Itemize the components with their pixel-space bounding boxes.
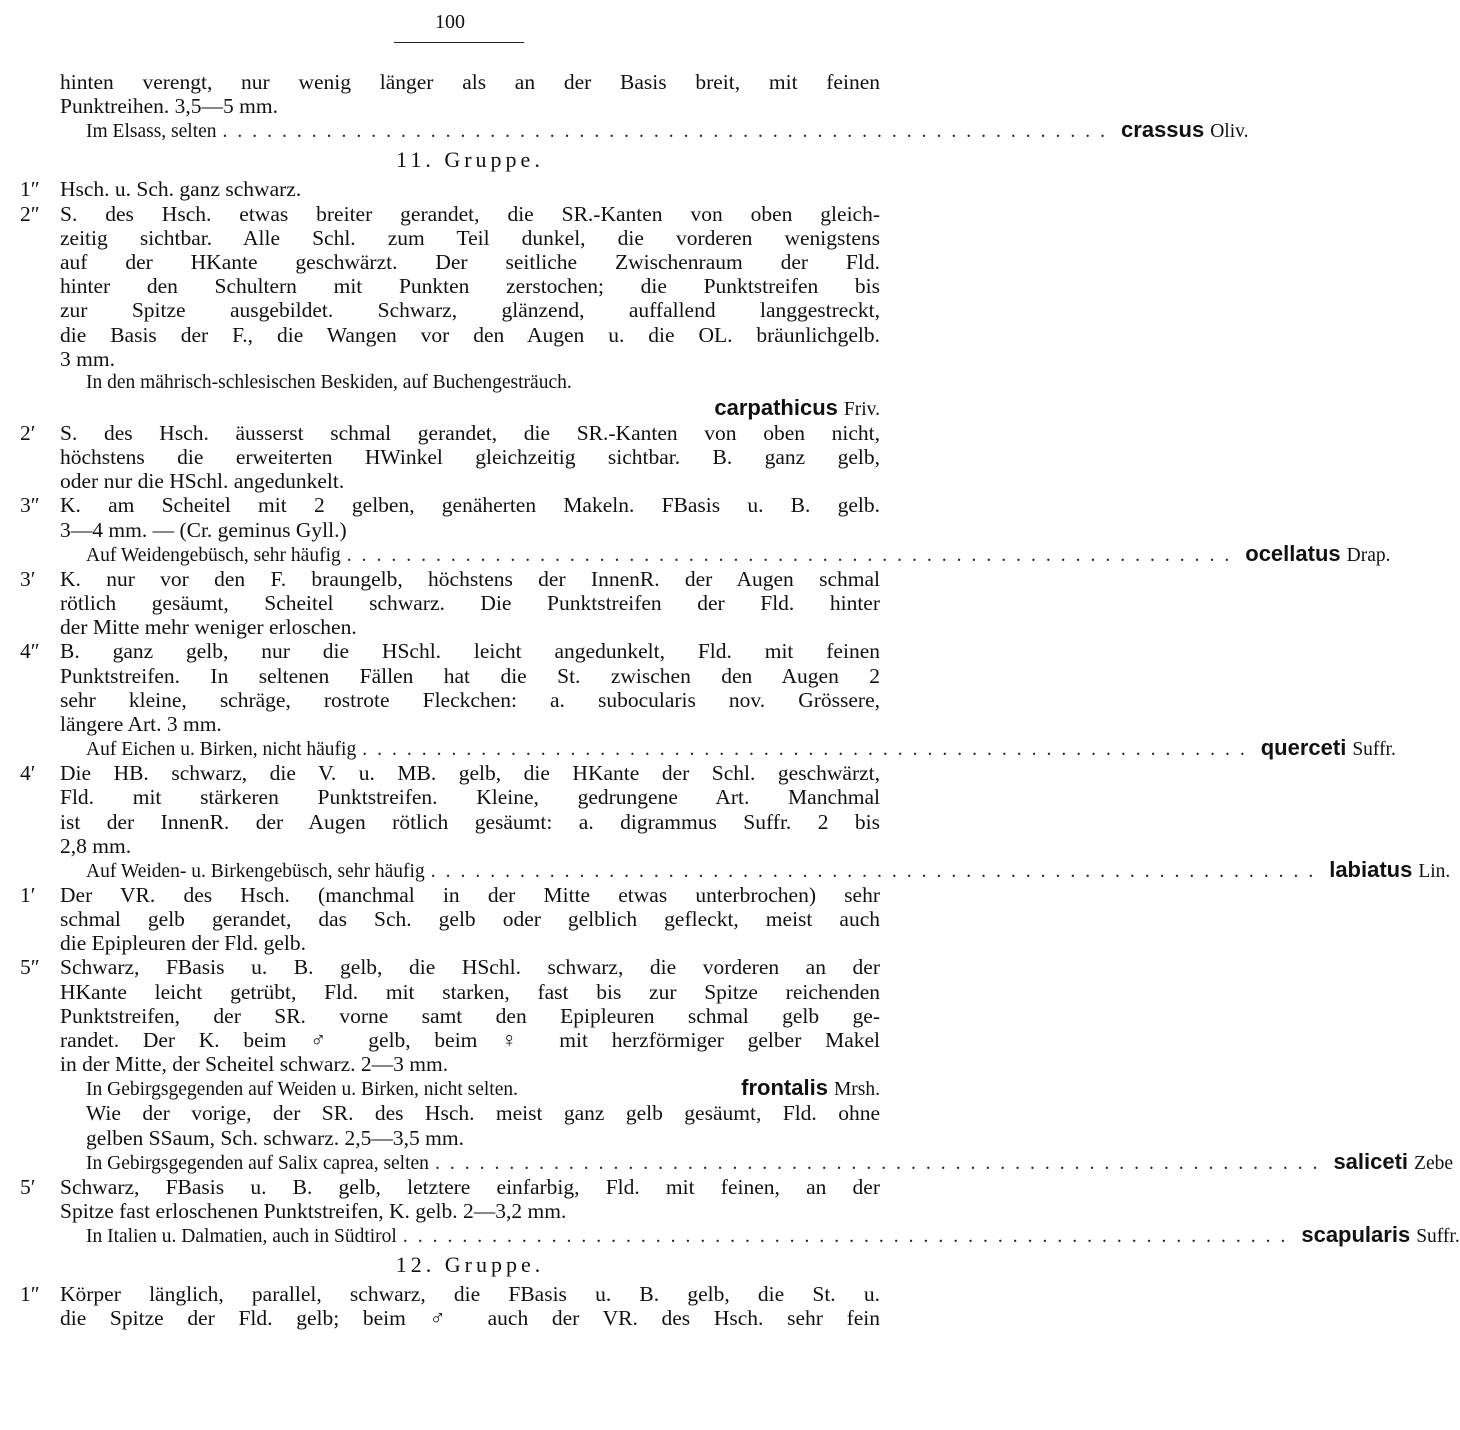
habitat-text: Im Elsass, selten xyxy=(86,121,217,143)
couplet-number: 3′ xyxy=(20,566,36,591)
key-line-text: Punktstreifen, der SR. vorne samt den Epipleuren schmal gelb ge- xyxy=(60,1003,880,1028)
key-line xyxy=(60,1052,880,1076)
key-line xyxy=(20,420,880,445)
couplet-number: 2′ xyxy=(20,420,36,445)
key-line-text: S. des Hsch. äusserst schmal gerandet, die SR.-Kanten von oben nicht, xyxy=(60,420,880,445)
species-author: Suffr. xyxy=(1352,739,1396,761)
key-line xyxy=(60,70,880,94)
key-line-text: B. ganz gelb, nur die HSchl. leicht angedunkelt, Fld. mit feinen xyxy=(60,639,880,664)
key-line-text: höchstens die erweiterten HWinkel gleichzeitig sichtbar. B. ganz gelb, xyxy=(60,445,880,470)
key-line-text: sehr kleine, schräge, rostrote Fleckchen: a. subocularis nov. Grössere, xyxy=(60,687,880,712)
key-line xyxy=(60,712,880,736)
species-name: saliceti xyxy=(1333,1148,1409,1174)
species-author: Suffr. xyxy=(1416,1226,1460,1248)
species-name: carpathicus xyxy=(714,394,838,420)
key-line-text: S. des Hsch. etwas breiter gerandet, die SR.-Kanten von oben gleich- xyxy=(60,201,880,226)
key-line xyxy=(60,907,880,931)
habitat-text: In den mährisch-schlesischen Beskiden, auf Buchengesträuch. xyxy=(86,371,572,393)
key-line xyxy=(60,445,880,469)
key-line-text: Punktreihen. 3,5—5 mm. xyxy=(60,94,278,119)
leader-dots: ............................................................ xyxy=(362,739,1255,761)
habitat-text: Auf Weidengebüsch, sehr häufig xyxy=(86,544,341,566)
key-line-text: zeitig sichtbar. Alle Schl. zum Teil dunkel, die vorderen wenigstens xyxy=(60,225,880,250)
key-line xyxy=(60,250,880,274)
couplet-number: 5′ xyxy=(20,1174,36,1199)
couplet-number: 1′ xyxy=(20,882,36,907)
page-number-rule xyxy=(394,42,524,43)
key-line xyxy=(60,1199,880,1223)
key-line-text: die Basis der F., die Wangen vor den Augen u. die OL. bräunlichgelb. xyxy=(60,322,880,347)
couplet-number: 1″ xyxy=(20,1282,40,1307)
key-line xyxy=(60,664,880,688)
couplet-number: 2″ xyxy=(20,201,40,226)
habitat-text: Auf Weiden- u. Birkengebüsch, sehr häufig xyxy=(86,860,425,882)
species-name: crassus xyxy=(1121,117,1205,143)
habitat-line xyxy=(60,1076,880,1101)
key-line xyxy=(20,1174,880,1199)
key-line xyxy=(60,980,880,1004)
couplet-number: 1″ xyxy=(20,177,40,202)
key-line-text: Körper länglich, parallel, schwarz, die FBasis u. B. gelb, die St. u. xyxy=(60,1282,880,1307)
key-text xyxy=(20,70,1460,1331)
key-line-text: HKante leicht getrübt, Fld. mit starken, fast bis zur Spitze reichenden xyxy=(60,979,880,1004)
key-line-text: oder nur die HSchl. angedunkelt. xyxy=(60,469,345,494)
species-author: Lin. xyxy=(1418,860,1451,882)
key-line-text: die Spitze der Fld. gelb; beim ♂ auch der VR. des Hsch. sehr fein xyxy=(60,1306,880,1331)
key-line xyxy=(60,1101,880,1125)
species-author: Friv. xyxy=(843,398,880,420)
key-line xyxy=(60,1028,880,1052)
key-line xyxy=(60,274,880,298)
key-line xyxy=(60,518,880,542)
key-line xyxy=(60,591,880,615)
key-line-text: Spitze fast erloschenen Punktstreifen, K. gelb. 2—3,2 mm. xyxy=(60,1198,567,1223)
key-line xyxy=(60,688,880,712)
species-name: ocellatus xyxy=(1245,540,1341,566)
key-line-text: schmal gelb gerandet, das Sch. gelb oder gelblich gefleckt, meist auch xyxy=(60,907,880,932)
key-line-text: Fld. mit stärkeren Punktstreifen. Kleine, gedrungene Art. Manchmal xyxy=(60,785,880,810)
key-line-text: zur Spitze ausgebildet. Schwarz, glänzend, auffallend langgestreckt, xyxy=(60,298,880,323)
key-line-text: Punktstreifen. In seltenen Fällen hat die St. zwischen den Augen 2 xyxy=(60,663,880,688)
key-line xyxy=(60,469,880,493)
couplet-number: 4′ xyxy=(20,761,36,786)
habitat-text: Auf Eichen u. Birken, nicht häufig xyxy=(86,739,357,761)
page-number: 100 xyxy=(435,11,465,33)
key-line xyxy=(60,615,880,639)
species-name: frontalis xyxy=(741,1075,828,1101)
couplet-number: 3″ xyxy=(20,493,40,518)
key-line-text: auf der HKante geschwärzt. Der seitliche Zwischenraum der Fld. xyxy=(60,249,880,274)
key-line xyxy=(60,834,880,858)
key-line-text: 2,8 mm. xyxy=(60,833,132,858)
key-line xyxy=(20,177,880,202)
species-line xyxy=(60,396,880,421)
habitat-text: In Gebirgsgegenden auf Salix caprea, selten xyxy=(86,1152,429,1174)
couplet-number: 5″ xyxy=(20,955,40,980)
leader-dots: ............................................................ xyxy=(346,544,1240,566)
species-name: querceti xyxy=(1260,735,1347,761)
key-line-text: in der Mitte, der Scheitel schwarz. 2—3 mm. xyxy=(60,1052,449,1077)
group-heading: 12. Gruppe. xyxy=(395,1252,545,1278)
key-line-text: randet. Der K. beim ♂ gelb, beim ♀ mit herzförmiger gelber Makel xyxy=(60,1028,880,1052)
key-line xyxy=(60,785,880,809)
leader-dots: ............................................................ xyxy=(434,1152,1328,1174)
key-line-text: 3—4 mm. — (Cr. geminus Gyll.) xyxy=(60,517,347,542)
key-line xyxy=(60,94,880,118)
key-line xyxy=(20,639,880,664)
key-line-text: Der VR. des Hsch. (manchmal in der Mitte etwas unterbrochen) sehr xyxy=(60,882,880,907)
species-name: scapularis xyxy=(1301,1222,1411,1248)
key-line xyxy=(60,810,880,834)
couplet-number: 4″ xyxy=(20,639,40,664)
key-line-text: Hsch. u. Sch. ganz schwarz. xyxy=(60,177,302,202)
key-line xyxy=(60,298,880,322)
leader-dots: ............................................................ xyxy=(222,121,1116,143)
key-line-text: der Mitte mehr weniger erloschen. xyxy=(60,615,357,640)
habitat-line xyxy=(60,117,1249,143)
habitat-line xyxy=(60,371,880,396)
key-line-text: Schwarz, FBasis u. B. gelb, letztere einfarbig, Fld. mit feinen, an der xyxy=(60,1174,880,1199)
key-line-text: K. nur vor den F. braungelb, höchstens der InnenR. der Augen schmal xyxy=(60,566,880,591)
key-line xyxy=(20,566,880,591)
habitat-text: In Gebirgsgegenden auf Weiden u. Birken, nicht selten. xyxy=(86,1079,519,1101)
key-line-text: längere Art. 3 mm. xyxy=(60,711,222,736)
key-line xyxy=(20,761,880,786)
group-heading: 11. Gruppe. xyxy=(396,147,544,173)
key-line xyxy=(60,323,880,347)
key-line-text: Schwarz, FBasis u. B. gelb, die HSchl. schwarz, die vorderen an der xyxy=(60,955,880,980)
key-line xyxy=(60,931,880,955)
key-line-text: Wie der vorige, der SR. des Hsch. meist ganz gelb gesäumt, Fld. ohne xyxy=(86,1101,880,1126)
key-line-text: ist der InnenR. der Augen rötlich gesäumt: a. digrammus Suffr. 2 bis xyxy=(60,809,880,834)
species-author: Drap. xyxy=(1346,544,1391,566)
key-line-text: K. am Scheitel mit 2 gelben, genäherten Makeln. FBasis u. B. gelb. xyxy=(60,493,880,518)
key-line-text: die Epipleuren der Fld. gelb. xyxy=(60,931,306,956)
key-line xyxy=(20,955,880,980)
habitat-line xyxy=(60,856,1451,883)
key-line-text: Die HB. schwarz, die V. u. MB. gelb, die HKante der Schl. geschwärzt, xyxy=(60,761,880,786)
key-line-text: gelben SSaum, Sch. schwarz. 2,5—3,5 mm. xyxy=(86,1125,464,1150)
key-line xyxy=(20,882,880,907)
key-line-text: 3 mm. xyxy=(60,346,115,371)
habitat-line xyxy=(60,735,1396,761)
key-line xyxy=(60,226,880,250)
habitat-text: In Italien u. Dalmatien, auch in Südtirol xyxy=(86,1226,397,1248)
species-author: Zebe xyxy=(1414,1152,1454,1174)
key-line xyxy=(20,1282,880,1307)
key-line xyxy=(20,493,880,518)
key-line xyxy=(60,347,880,371)
species-author: Mrsh. xyxy=(833,1079,880,1101)
species-name: labiatus xyxy=(1329,856,1413,882)
habitat-line xyxy=(60,1148,1454,1175)
key-line-text: rötlich gesäumt, Scheitel schwarz. Die Punktstreifen der Fld. hinter xyxy=(60,591,880,615)
species-author: Oliv. xyxy=(1210,121,1249,143)
key-line xyxy=(60,1126,880,1150)
key-line-text: hinten verengt, nur wenig länger als an der Basis breit, mit feinen xyxy=(60,70,880,94)
habitat-line xyxy=(60,1222,1460,1248)
key-line-text: hinter den Schultern mit Punkten zerstochen; die Punktstreifen bis xyxy=(60,274,880,299)
leader-dots: ............................................................ xyxy=(402,1226,1296,1248)
leader-dots: ............................................................ xyxy=(430,860,1324,882)
habitat-line xyxy=(60,540,1391,567)
key-line xyxy=(60,1306,880,1330)
key-line xyxy=(20,201,880,226)
key-line xyxy=(60,1004,880,1028)
